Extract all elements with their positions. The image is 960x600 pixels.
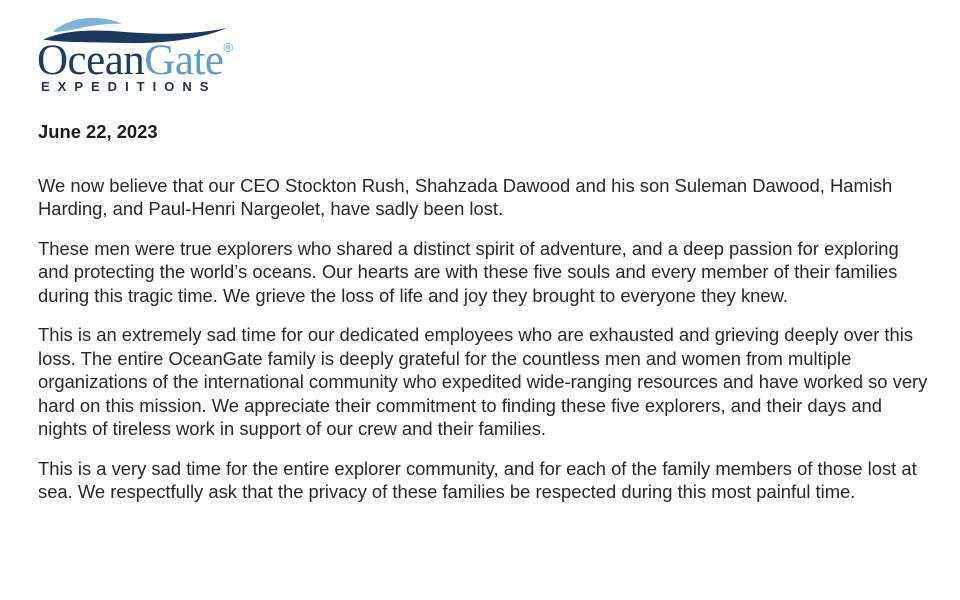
registered-trademark-icon: ® <box>223 40 234 55</box>
logo-text-ocean: Ocean <box>37 37 145 84</box>
oceangate-logo <box>37 15 240 94</box>
statement-body <box>38 120 928 520</box>
statement-paragraph-2: These men were true explorers who shared a distinct spirit of adventure, and a deep passion for exploring and protecting the world’s oceans. Our hearts are with these five souls and every member of their families during this tragic time. We grieve the loss of life and joy they brought to everyone they knew. <box>38 237 899 306</box>
logo-subtitle: EXPEDITIONS <box>41 79 217 94</box>
statement-paragraph-1: We now believe that our CEO Stockton Rush, Shahzada Dawood and his son Suleman Dawood, Hamish Harding, and Paul-Henri Nargeolet, have sadly been lost. <box>38 174 893 219</box>
statement-paragraph-3: This is an extremely sad time for our dedicated employees who are exhausted and grieving deeply over this loss. The entire OceanGate family is deeply grateful for the countless men and women from multiple organizations of the international community who expedited wide-ranging resources and have worked so very hard on this mission. We appreciate their commitment to finding these five explorers, and their days and nights of tireless work in support of our crew and their families. <box>38 324 928 439</box>
logo-wordmark <box>37 39 240 82</box>
statement-paragraph-4: This is a very sad time for the entire explorer community, and for each of the family members of those lost at sea. We respectfully ask that the privacy of these families be respected during this most painful time. <box>38 457 917 502</box>
logo-text-gate: Gate <box>144 37 224 84</box>
statement-date: June 22, 2023 <box>38 121 158 142</box>
wave-light-shape <box>53 18 122 32</box>
